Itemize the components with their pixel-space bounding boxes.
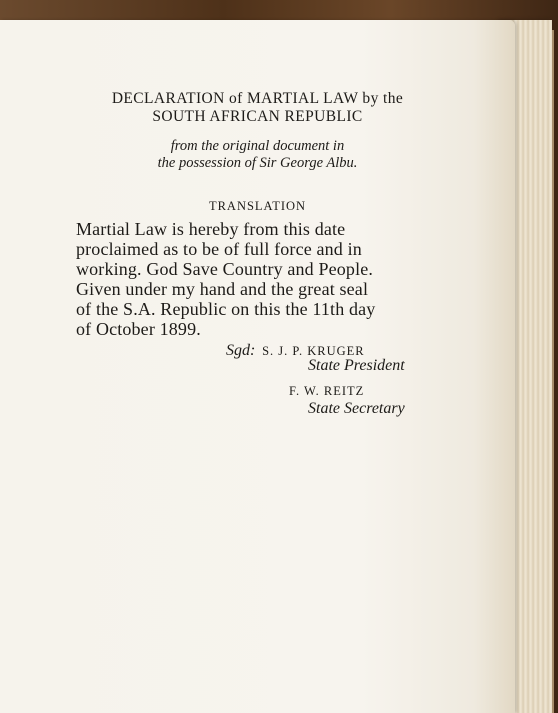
signer-2-name: F. W. REITZ [289, 384, 365, 398]
document-title-line-2: SOUTH AFRICAN REPUBLIC [152, 108, 363, 125]
source-note-line-2: the possession of Sir George Albu. [157, 155, 358, 171]
body-line-3: working. God Save Country and People. [76, 259, 374, 279]
document-title-line-1: DECLARATION of MARTIAL LAW by the [111, 90, 404, 107]
body-line-5: of the S.A. Republic on this the 11th day [76, 299, 376, 319]
signer-2-title: State Secretary [308, 400, 405, 417]
body-line-2: proclaimed as to be of full force and in [76, 239, 362, 259]
body-line-6: of October 1899. [76, 319, 201, 339]
body-line-4: Given under my hand and the great seal [76, 279, 369, 299]
book-page [0, 20, 515, 713]
signer-1-title: State President [308, 357, 405, 374]
translation-heading: TRANSLATION [208, 199, 307, 213]
source-note-line-1: from the original document in [170, 138, 345, 154]
signer-1-name: S. J. P. KRUGER [262, 344, 365, 358]
signature-prefix: Sgd: [226, 342, 256, 359]
body-line-1: Martial Law is hereby from this date [76, 219, 346, 239]
